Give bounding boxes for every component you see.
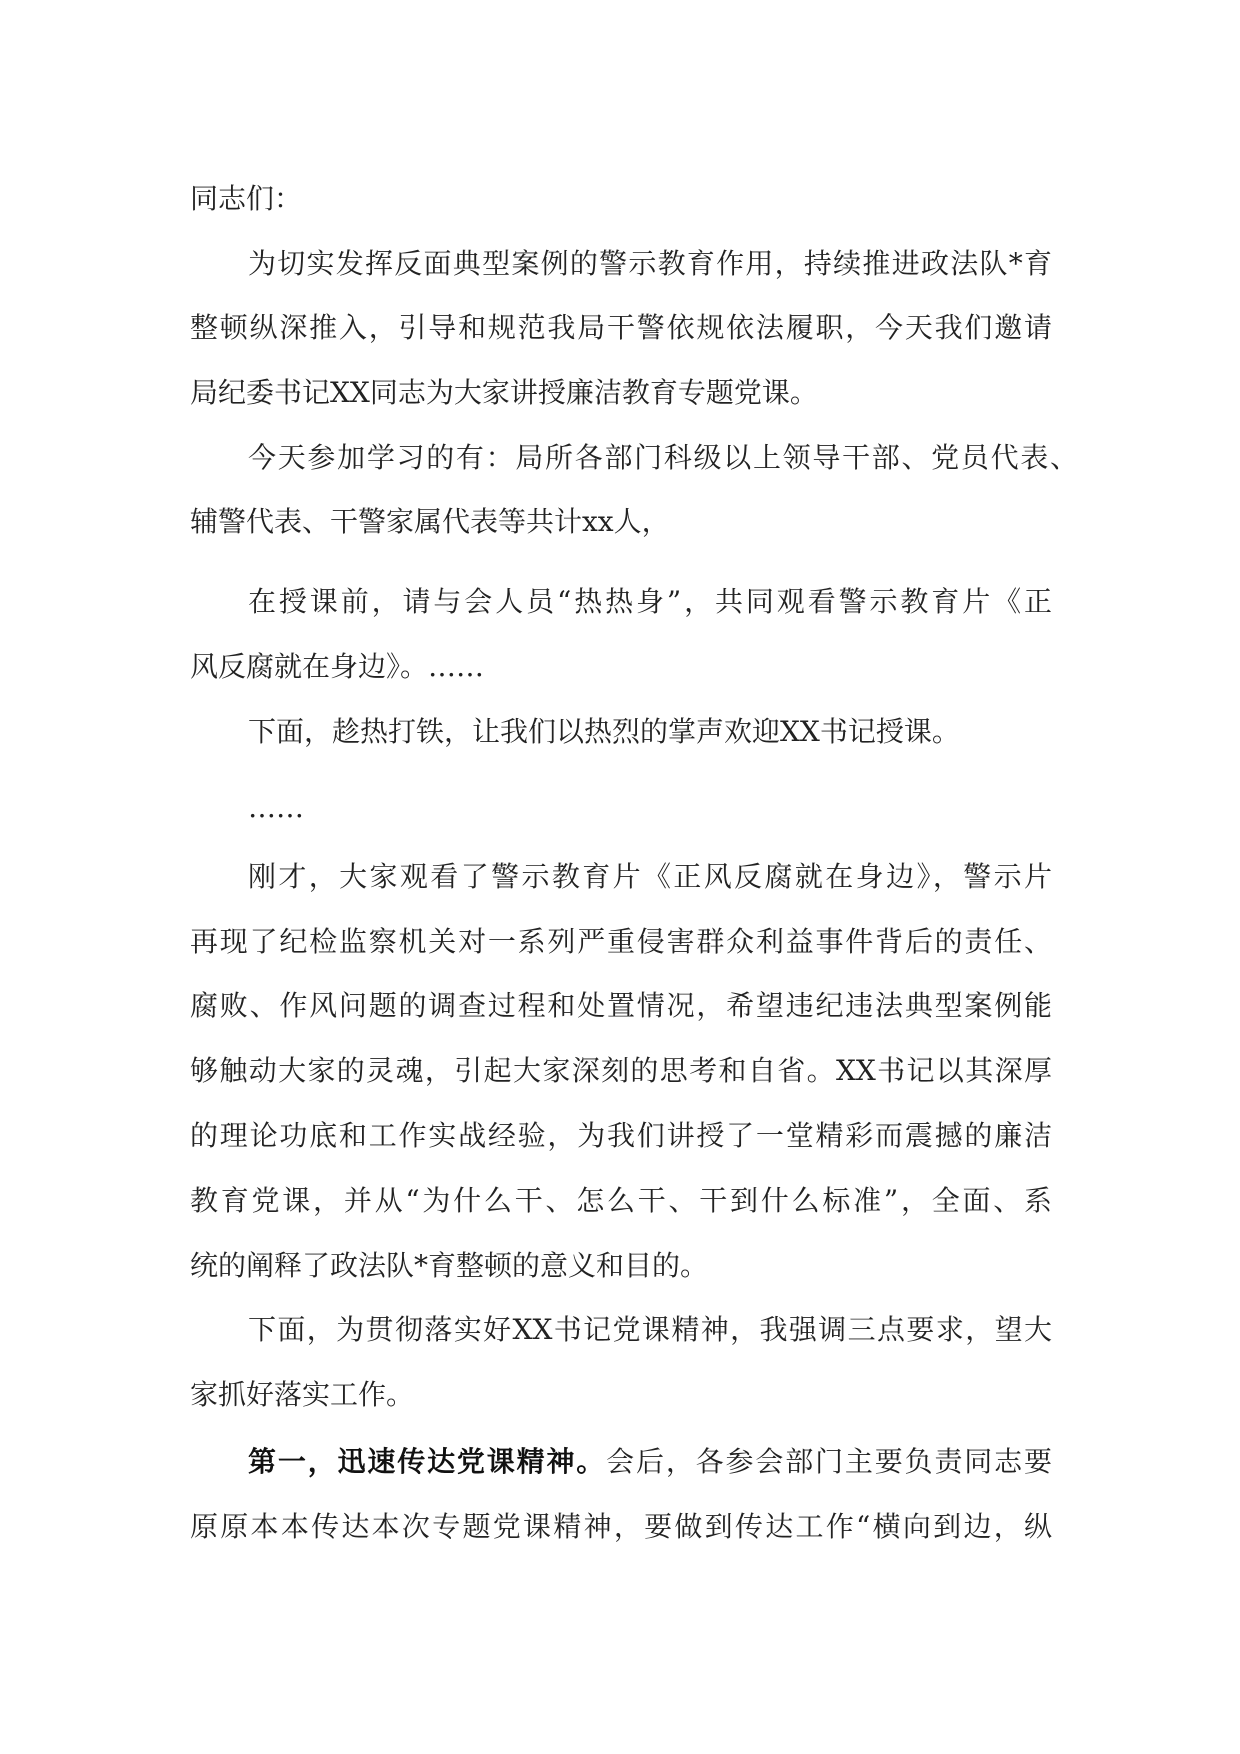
paragraph-line [248,1430,1052,1494]
paragraph-line: 腐败、作风问题的调查过程和处置情况，希望违纪违法典型案例能 [190,989,1052,1022]
paragraph-line: 刚才，大家观看了警示教育片《正风反腐就在身边》，警示片 [248,860,1052,893]
paragraph-line: 原原本本传达本次专题党课精神，要做到传达工作“横向到边，纵 [190,1510,1052,1543]
paragraph-line: 教育党课，并从“为什么干、怎么干、干到什么标准”，全面、系 [190,1184,1052,1217]
paragraph-line: 家抓好落实工作。 [190,1378,415,1411]
paragraph-line: 够触动大家的灵魂，引起大家深刻的思考和自省。XX书记以其深厚 [190,1054,1052,1087]
paragraph-line: 统的阐释了政法队*育整顿的意义和目的。 [190,1249,709,1282]
paragraph-line: 下面，趁热打铁，让我们以热烈的掌声欢迎XX书记授课。 [248,715,960,748]
paragraph-line: 再现了纪检监察机关对一系列严重侵害群众利益事件背后的责任、 [190,925,1052,958]
ellipsis-line: …… [248,791,304,824]
paragraph-line: 风反腐就在身边》。…… [190,650,485,683]
paragraph-line: 局纪委书记XX同志为大家讲授廉洁教育专题党课。 [190,376,818,409]
paragraph-line: 辅警代表、干警家属代表等共计xx人， [190,505,670,538]
paragraph-line: 下面，为贯彻落实好XX书记党课精神，我强调三点要求，望大 [248,1313,1052,1346]
paragraph-line: 的理论功底和工作实战经验，为我们讲授了一堂精彩而震撼的廉洁 [190,1119,1052,1152]
paragraph-line: 整顿纵深推入，引导和规范我局干警依规依法履职，今天我们邀请 [190,311,1052,344]
paragraph-line: 在授课前，请与会人员“热热身”，共同观看警示教育片《正 [248,585,1052,618]
salutation: 同志们： [190,182,303,215]
paragraph-text: 会后，各参会部门主要负责同志要 [606,1445,1052,1478]
paragraph-line: 为切实发挥反面典型案例的警示教育作用，持续推进政法队*育 [248,247,1052,280]
bold-heading: 第一，迅速传达党课精神。 [248,1445,607,1478]
paragraph-line: 今天参加学习的有：局所各部门科级以上领导干部、党员代表、 [248,441,1078,474]
